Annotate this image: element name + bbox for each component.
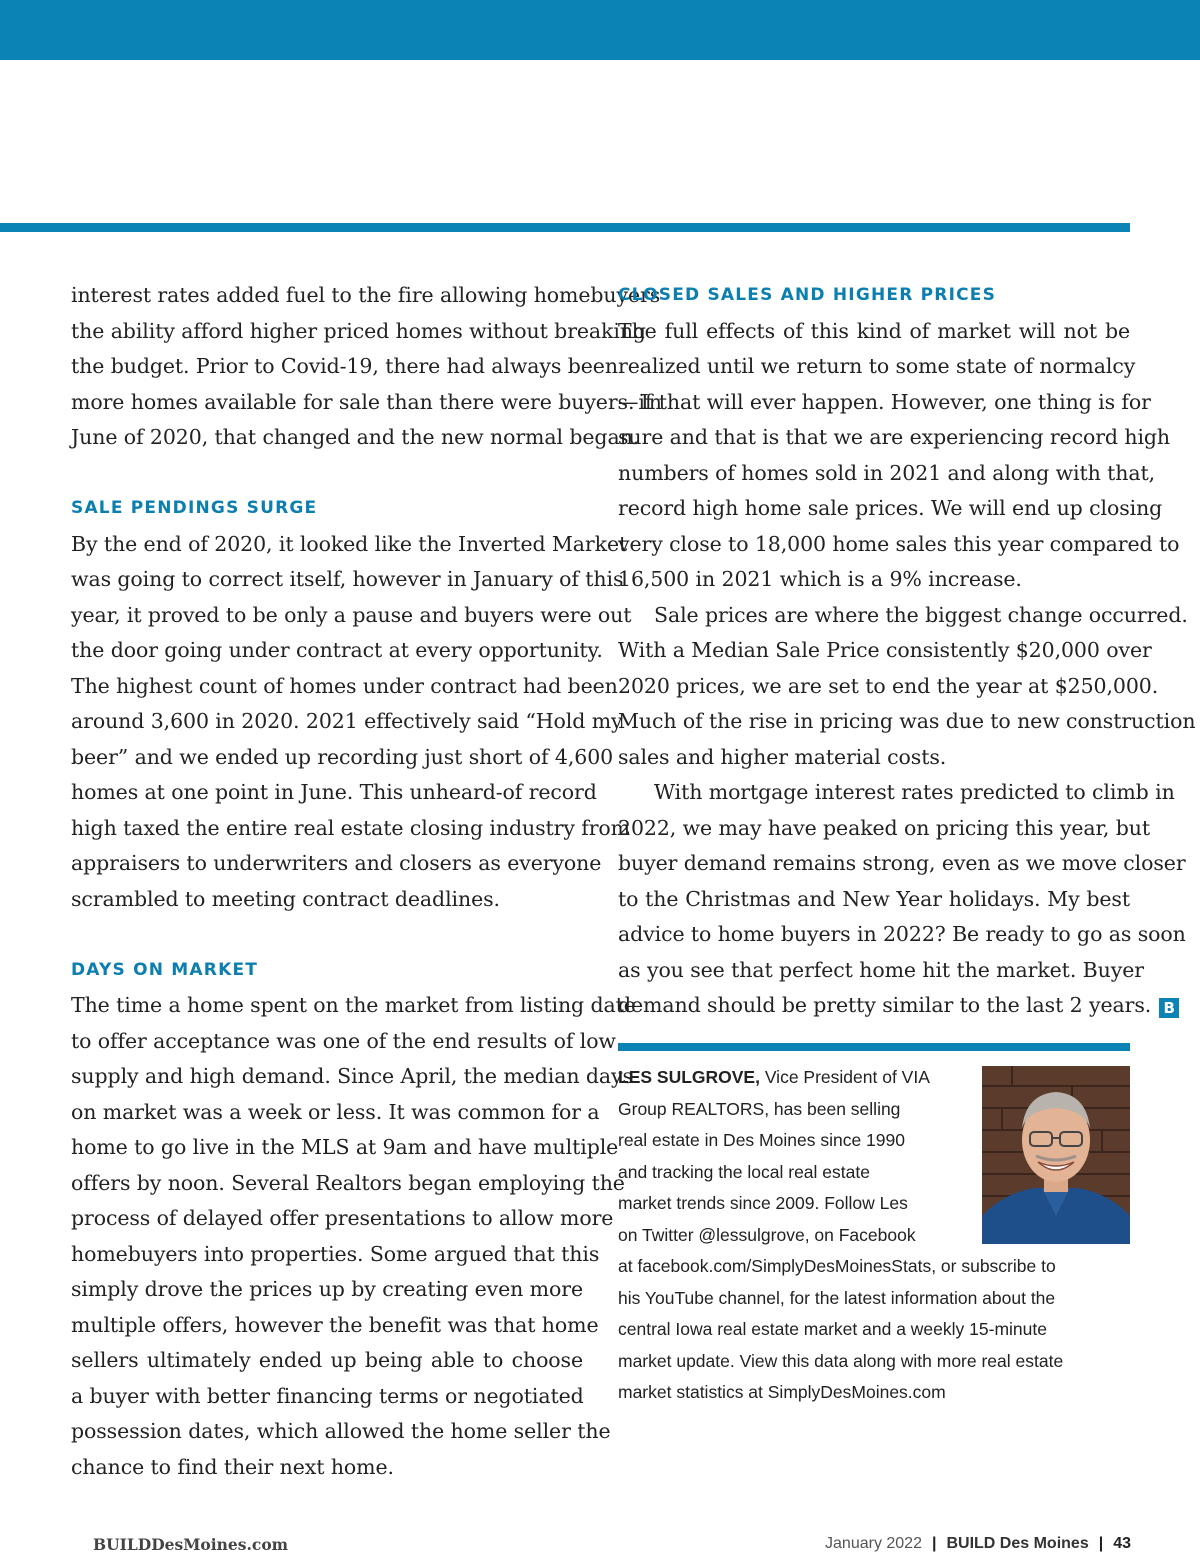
body-line: The time a home spent on the market from listing date — [71, 993, 636, 1017]
footer-folio — [825, 1535, 1131, 1553]
footer-issue: January 2022 — [825, 1535, 922, 1552]
right-column — [618, 278, 1196, 1024]
body-line: possession dates, which allowed the home seller the — [71, 1419, 611, 1443]
footer-publication: BUILD Des Moines — [946, 1535, 1089, 1552]
body-line: the door going under contract at every opportunity. — [71, 638, 603, 662]
body-line: beer” and we ended up recording just short of 4,600 — [71, 744, 614, 769]
body-line: buyer demand remains strong, even as we move closer — [618, 851, 1186, 875]
body-line: Sale prices are where the biggest change occurred. — [654, 602, 1188, 627]
body-line: was going to correct itself, however in January of this — [71, 567, 624, 591]
body-line: June of 2020, that changed and the new normal began. — [71, 425, 640, 449]
body-line: homebuyers into properties. Some argued that this — [71, 1241, 600, 1266]
body-line: 2020 prices, we are set to end the year at $250,000. — [618, 673, 1159, 698]
body-line: 2022, we may have peaked on pricing this year, but — [618, 815, 1151, 840]
body-line: multiple offers, however the benefit was that home — [71, 1312, 599, 1337]
section-heading-days-on-market: DAYS ON MARKET — [71, 959, 259, 980]
bio-line: and tracking the local real estate — [618, 1161, 870, 1182]
section-heading-sale-pendings: SALE PENDINGS SURGE — [71, 498, 318, 518]
body-line: With mortgage interest rates predicted to climb in — [654, 780, 1175, 804]
bio-line: market trends since 2009. Follow Les — [618, 1193, 908, 1213]
body-line: chance to find their next home. — [71, 1454, 394, 1479]
body-line: very close to 18,000 home sales this year compared to — [618, 531, 1180, 556]
body-line: to offer acceptance was one of the end results of low — [71, 1028, 616, 1053]
bio-rule — [618, 1043, 1130, 1051]
footer-separator: | — [1098, 1535, 1104, 1552]
top-color-band — [0, 0, 1200, 60]
body-line: homes at one point in June. This unheard-of record — [71, 780, 597, 804]
bio-line: market update. View this data along with more real estate — [618, 1350, 1064, 1371]
bio-line: on Twitter @lessulgrove, on Facebook — [618, 1224, 916, 1245]
body-line-last — [618, 988, 1175, 1024]
body-line: With a Median Sale Price consistently $20,000 over — [618, 638, 1152, 662]
bio-line: real estate in Des Moines since 1990 — [618, 1130, 905, 1150]
body-line: —if that will ever happen. However, one thing is for — [618, 389, 1151, 414]
body-line: sure and that is that we are experiencing record high — [618, 425, 1171, 449]
body-line: 16,500 in 2021 which is a 9% increase. — [618, 567, 1022, 591]
body-line: as you see that perfect home hit the market. Buyer — [618, 957, 1144, 982]
body-line: on market was a week or less. It was common for a — [71, 1099, 600, 1124]
bio-line: Vice President of VIA — [759, 1067, 930, 1087]
last-line-text: demand should be pretty similar to the last 2 years. — [618, 993, 1152, 1017]
bio-line: his YouTube channel, for the latest information about the — [618, 1287, 1056, 1308]
bio-first-line — [618, 1062, 1130, 1094]
body-line: appraisers to underwriters and closers as everyone — [71, 851, 602, 875]
bio-line: central Iowa real estate market and a weekly 15-minute — [618, 1319, 1047, 1339]
body-line: realized until we return to some state of normalcy — [618, 354, 1136, 378]
body-line: home to go live in the MLS at 9am and have multiple — [71, 1135, 619, 1159]
end-mark-icon: B — [1159, 998, 1179, 1018]
body-line: sales and higher material costs. — [618, 744, 947, 769]
body-line: process of delayed offer presentations to allow more — [71, 1206, 614, 1230]
bio-line: market statistics at SimplyDesMoines.com — [618, 1382, 946, 1402]
body-line: around 3,600 in 2020. 2021 effectively said “Hold my — [71, 709, 623, 733]
body-line: the ability afford higher priced homes without breaking — [71, 318, 646, 343]
body-line: the budget. Prior to Covid-19, there had always been — [71, 354, 618, 378]
body-line: record high home sale prices. We will end up closing — [618, 496, 1163, 520]
body-line: Much of the rise in pricing was due to new construction — [618, 709, 1196, 733]
body-line: interest rates added fuel to the fire allowing homebuyers — [71, 283, 661, 307]
body-line: offers by noon. Several Realtors began employing the — [71, 1170, 625, 1195]
body-line: a buyer with better financing terms or negotiated — [71, 1383, 584, 1408]
body-line: scrambled to meeting contract deadlines. — [71, 886, 500, 911]
body-line: supply and high demand. Since April, the median days — [71, 1064, 633, 1088]
body-line: high taxed the entire real estate closing industry from — [71, 815, 630, 840]
body-line: simply drove the prices up by creating even more — [71, 1277, 583, 1301]
section-heading-closed-sales: CLOSED SALES AND HIGHER PRICES — [618, 285, 997, 305]
footer-separator: | — [931, 1535, 937, 1552]
bio-line: at facebook.com/SimplyDesMoinesStats, or subscribe to — [618, 1256, 1056, 1276]
body-line: more homes available for sale than there were buyers. In — [71, 389, 662, 414]
body-line: By the end of 2020, it looked like the Inverted Market — [71, 531, 628, 556]
header-rule — [0, 223, 1130, 232]
body-line: sellers ultimately ended up being able to choose — [71, 1348, 583, 1372]
body-line: numbers of homes sold in 2021 and along with that, — [618, 460, 1156, 485]
body-line: The full effects of this kind of market will not be — [618, 318, 1130, 343]
bio-line: Group REALTORS, has been selling — [618, 1098, 901, 1119]
body-line: year, it proved to be only a pause and buyers were out — [71, 602, 632, 627]
body-line: advice to home buyers in 2022? Be ready to go as soon — [618, 922, 1186, 946]
footer-website: BUILDDesMoines.com — [93, 1535, 289, 1554]
page-footer — [0, 1535, 1200, 1559]
left-column — [71, 278, 662, 1485]
body-line: The highest count of homes under contract had been — [71, 673, 618, 698]
author-name: LES SULGROVE, — [618, 1067, 760, 1087]
author-bio — [618, 1062, 1130, 1409]
body-line: to the Christmas and New Year holidays. My best — [618, 886, 1130, 911]
page-number: 43 — [1113, 1535, 1131, 1552]
